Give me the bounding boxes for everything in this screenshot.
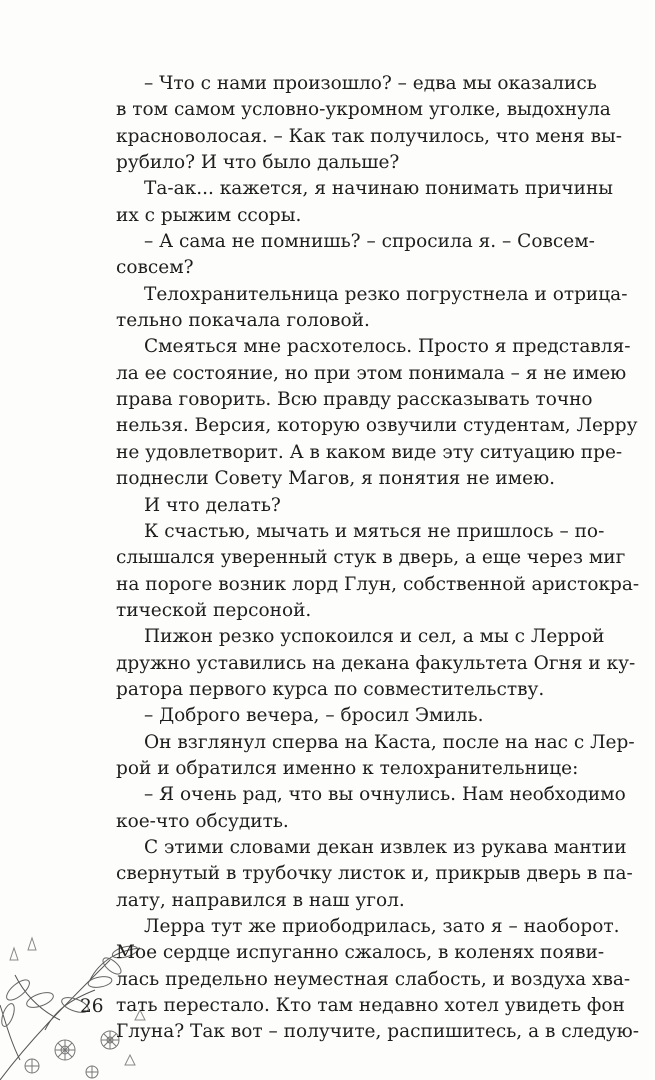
text-line: дружно уставились на декана факультета Огня и ку-: [116, 652, 636, 674]
text-line: тельно покачала головой.: [116, 310, 370, 332]
text-line: Лерра тут же приободрилась, зато я – наоборот.: [144, 916, 620, 937]
text-line: – Я очень рад, что вы очнулись. Нам необходимо: [144, 784, 626, 806]
text-line: рой и обратился именно к телохранительнице:: [116, 757, 579, 779]
page-number: 26: [80, 996, 104, 1017]
text-line: лату, направился в наш угол.: [116, 889, 405, 911]
text-line: совсем?: [116, 257, 194, 279]
text-line: – Что с нами произошло? – едва мы оказались: [144, 73, 597, 94]
text-line: поднесли Совету Магов, я понятия не имею.: [116, 468, 556, 490]
text-line: лась предельно неуместная слабость, и воздуха хва-: [116, 968, 631, 990]
text-line: свернутый в трубочку листок и, прикрыв дверь в па-: [116, 863, 633, 885]
text-line: на пороге возник лорд Глун, собственной аристокра-: [116, 573, 640, 595]
text-line: рубило? И что было дальше?: [116, 152, 400, 174]
text-line: красноволосая. – Как так получилось, что меня вы-: [116, 125, 623, 147]
text-line: С этими словами декан извлек из рукава мантии: [144, 836, 627, 858]
text-line: Та-ак... кажется, я начинаю понимать причины: [144, 178, 613, 200]
text-line: – А сама не помнишь? – спросила я. – Совсем-: [144, 231, 595, 253]
text-line: К счастью, мычать и мяться не пришлось – по-: [144, 520, 605, 542]
text-line: ратора первого курса по совместительству.: [116, 678, 545, 700]
text-line: Глуна? Так вот – получите, распишитесь, а в следую-: [116, 1021, 639, 1043]
text-line: кое-что обсудить.: [116, 810, 289, 832]
text-line: И что делать?: [144, 494, 281, 516]
text-line: не удовлетворит. А в каком виде эту ситуацию пре-: [116, 441, 623, 463]
text-line: Мое сердце испуганно сжалось, в коленях появи-: [116, 942, 605, 964]
text-line: их с рыжим ссоры.: [116, 204, 302, 226]
text-line: права говорить. Всю правду рассказывать точно: [116, 389, 593, 411]
text-line: ла ее состояние, но при этом понимала – я не имею: [116, 362, 627, 384]
text-line: Пижон резко успокоился и сел, а мы с Леррой: [144, 626, 605, 648]
text-line: тать перестало. Кто там недавно хотел увидеть фон: [116, 995, 625, 1017]
text-line: слышался уверенный стук в дверь, а еще через миг: [116, 547, 626, 569]
text-line: тической персоной.: [116, 599, 312, 621]
text-line: – Доброго вечера, – бросил Эмиль.: [144, 705, 484, 727]
text-line: нельзя. Версия, которую озвучили студентам, Лерру: [116, 415, 638, 437]
text-line: Он взглянул сперва на Каста, после на нас с Лер-: [144, 731, 635, 753]
text-line: Смеяться мне расхотелось. Просто я представля-: [144, 336, 631, 358]
text-line: в том самом условно-укромном уголке, выдохнула: [116, 99, 611, 121]
text-line: Телохранительница резко погрустнела и отрица-: [144, 283, 628, 305]
body-text: [116, 71, 640, 1046]
